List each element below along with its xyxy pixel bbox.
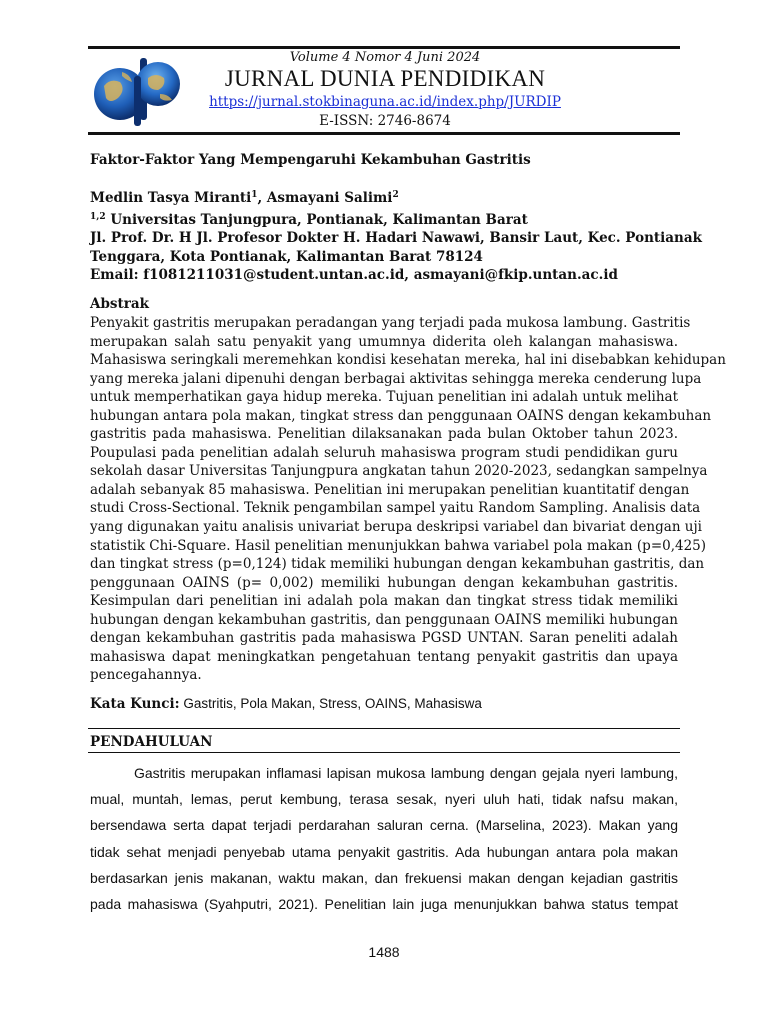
abstract-line: gastritis pada mahasiswa. Penelitian dilaksanakan pada bulan Oktober tahun 2023. [90,426,678,443]
author-name: , Asmayani Salimi [257,190,393,206]
section-top-rule [88,728,680,729]
abstract-line: pencegahannya. [90,667,202,684]
introduction-body [90,760,678,917]
intro-line: tidak sehat menjadi penyebab utama penyakit gastritis. Ada hubungan antara pola makan [90,843,678,860]
volume-info: Volume 4 Nomor 4 Juni 2024 [289,50,481,65]
abstract-heading: Abstrak [90,296,149,312]
author-sup: 2 [392,190,399,200]
abstract-line: penggunaan OAINS (p= 0,002) memiliki hubungan dengan kekambuhan gastritis. [90,574,678,591]
journal-url-link[interactable]: https://jurnal.stokbinaguna.ac.id/index.php/JURDIP [209,94,561,110]
keywords-label: Kata Kunci: [90,696,180,712]
intro-line: pada mahasiswa (Syahputri, 2021). Penelitian lain juga menunjukkan bahwa status tempat [90,896,678,913]
affiliation-line [90,208,690,230]
address-line: Jl. Prof. Dr. H Jl. Profesor Dokter H. Hadari Nawawi, Bansir Laut, Kec. Pontianak [90,230,702,247]
abstract-line: untuk memperhatikan gaya hidup mereka. Tujuan penelitian ini adalah untuk melihat [90,389,678,406]
author-block [90,186,702,285]
author-line [90,186,690,208]
section-bottom-rule [88,752,680,753]
section-heading: PENDAHULUAN [90,734,213,750]
abstract-line: Poupulasi pada penelitian adalah seluruh mahasiswa program studi pendidikan guru [90,444,678,461]
globe-dp-logo-icon [90,50,186,128]
author-name: Medlin Tasya Miranti [90,190,252,206]
keywords [90,696,482,712]
journal-title: JURNAL DUNIA PENDIDIKAN [224,66,546,91]
keywords-text: Gastritis, Pola Makan, Stress, OAINS, Mahasiswa [179,696,482,711]
intro-line: berdasarkan jenis makanan, waktu makan, dan frekuensi makan dengan kejadian gastritis [90,869,678,886]
abstract-line: studi Cross-Sectional. Teknik pengambilan sampel yaitu Random Sampling. Analisis data [90,500,701,517]
abstract-line: yang mereka jalani dipenuhi dengan berbagai aktivitas sehingga mereka cenderung lupa [90,370,702,387]
issn: E-ISSN: 2746-8674 [319,113,451,129]
intro-line: bersendawa serta dapat terjadi perdarahan saluran cerna. (Marselina, 2023). Makan yang [90,817,678,834]
abstract-body [90,314,726,685]
page-number: 1488 [368,944,400,960]
abstract-line: adalah sebanyak 85 mahasiswa. Penelitian ini merupakan penelitian kuantitatif dengan [90,481,690,498]
abstract-line: statistik Chi-Square. Hasil penelitian menunjukkan bahwa variabel pola makan (p=0,425) [90,537,707,554]
affiliation: Universitas Tanjungpura, Pontianak, Kalimantan Barat [105,211,528,228]
intro-line: mual, muntah, lemas, perut kembung, terasa sesak, nyeri uluh hati, tidak nafsu makan, [90,791,678,808]
abstract-line: merupakan salah satu penyakit yang umumnya diderita oleh kalangan mahasiswa. [90,333,678,350]
intro-line: Gastritis merupakan inflamasi lapisan mukosa lambung dengan gejala nyeri lambung, [134,765,678,781]
article-title: Faktor-Faktor Yang Mempengaruhi Kekambuhan Gastritis [90,152,531,168]
abstract-line: yang digunakan yaitu analisis univariat berupa deskripsi variabel dan bivariat dengan uji [90,519,703,536]
address-line: Tenggara, Kota Pontianak, Kalimantan Barat 78124 [90,248,483,265]
abstract-line: mahasiswa dapat meningkatkan pengetahuan tentang penyakit gastritis dan upaya [90,648,678,665]
abstract-line: Penyakit gastritis merupakan peradangan yang terjadi pada mukosa lambung. Gastritis [90,315,691,331]
abstract-line: Mahasiswa seringkali meremehkan kondisi kesehatan mereka, hal ini disebabkan kehidupan [90,352,726,369]
abstract-line: hubungan dengan kekambuhan gastritis, dan penggunaan OAINS memiliki hubungan [90,611,678,628]
abstract-line: dan tingkat stress (p=0,124) tidak memiliki hubungan dengan kekambuhan gastritis, dan [90,556,705,573]
abstract-line: Kesimpulan dari penelitian ini adalah pola makan dan tingkat stress tidak memiliki [90,593,678,610]
abstract-line: hubungan antara pola makan, tingkat stress dan penggunaan OAINS dengan kekambuhan [90,407,712,424]
author-sup: 1 [251,190,258,200]
abstract-line: dengan kekambuhan gastritis pada mahasiswa PGSD UNTAN. Saran peneliti adalah [90,630,678,647]
email-line: Email: f1081211031@student.untan.ac.id, asmayani@fkip.untan.ac.id [90,267,618,284]
abstract-line: sekolah dasar Universitas Tanjungpura angkatan tahun 2020-2023, sedangkan sampelnya [90,463,708,480]
header-bottom-rule [88,132,680,135]
header-top-rule [88,46,680,49]
affiliation-sup: 1,2 [90,211,106,222]
